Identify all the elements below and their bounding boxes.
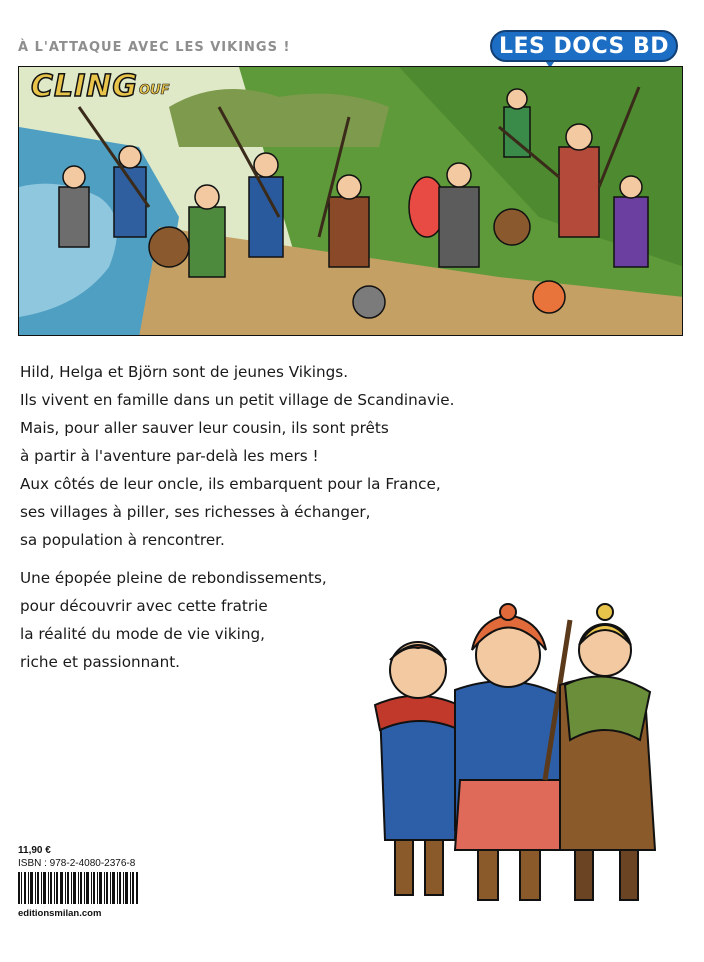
publisher-website: editionsmilan.com xyxy=(18,908,102,919)
blurb-line: Hild, Helga et Björn sont de jeunes Vikings. xyxy=(20,363,349,381)
battle-scene-drawing xyxy=(19,67,683,336)
barcode xyxy=(18,872,138,904)
barcode-graphic xyxy=(18,872,138,904)
blurb-line: Aux côtés de leur oncle, ils embarquent pour la France, xyxy=(20,475,441,493)
blurb-line: Mais, pour aller sauver leur cousin, ils sont prêts xyxy=(20,419,389,437)
blurb-line: à partir à l'aventure par-delà les mers ! xyxy=(20,447,319,465)
badge-label: LES DOCS BD xyxy=(498,33,670,59)
blurb-line: ses villages à piller, ses richesses à échanger, xyxy=(20,503,371,521)
price-label: 11,90 € xyxy=(18,845,51,856)
blurb-line: pour découvrir avec cette fratrie xyxy=(20,597,268,615)
blurb-line: sa population à rencontrer. xyxy=(20,531,225,549)
viking-children-illustration xyxy=(360,600,680,910)
characters-drawing xyxy=(360,600,680,910)
blurb-line: Ils vivent en famille dans un petit village de Scandinavie. xyxy=(20,391,455,409)
collection-badge xyxy=(490,30,678,62)
sound-effect-cling: CLING xyxy=(31,69,139,104)
sound-effect-ouf: OUF xyxy=(139,83,170,98)
blurb-line: Une épopée pleine de rebondissements, xyxy=(20,569,327,587)
blurb-line: riche et passionnant. xyxy=(20,653,180,671)
series-title: À L'ATTAQUE AVEC LES VIKINGS ! xyxy=(18,40,291,55)
battle-illustration xyxy=(18,66,683,336)
blurb-line: la réalité du mode de vie viking, xyxy=(20,625,265,643)
isbn-label: ISBN : 978-2-4080-2376-8 xyxy=(18,858,136,869)
blurb-paragraph-1 xyxy=(20,358,500,554)
